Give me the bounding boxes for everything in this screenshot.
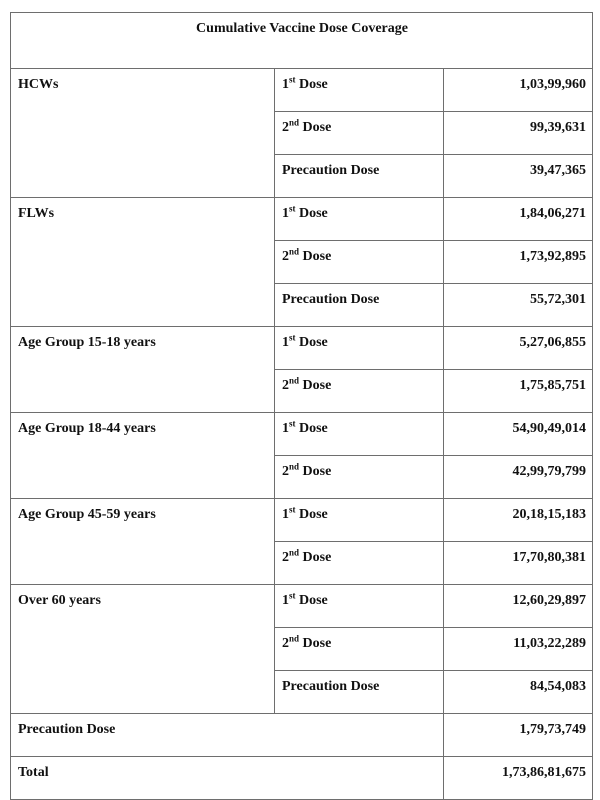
dose-label: 2 xyxy=(282,249,289,264)
group-cell-age-15-18: Age Group 15-18 years xyxy=(11,327,275,413)
dose-label-cell xyxy=(275,413,444,456)
dose-label: Precaution Dose xyxy=(282,679,380,694)
dose-value-cell: 84,54,083 xyxy=(444,671,593,714)
ordinal-suffix: nd xyxy=(289,633,300,644)
dose-label: 2 xyxy=(282,378,289,393)
table-row xyxy=(11,327,593,370)
dose-label: 2 xyxy=(282,636,289,651)
group-cell-age-45-59: Age Group 45-59 years xyxy=(11,499,275,585)
summary-value-cell: 1,73,86,81,675 xyxy=(444,757,593,800)
dose-label-rest: Dose xyxy=(295,335,328,350)
dose-label-rest: Dose xyxy=(299,464,332,479)
summary-value-cell: 1,79,73,749 xyxy=(444,714,593,757)
dose-label-rest: Dose xyxy=(299,249,332,264)
dose-value-cell: 12,60,29,897 xyxy=(444,585,593,628)
dose-label-rest: Dose xyxy=(299,120,332,135)
dose-label-rest: Dose xyxy=(295,77,328,92)
dose-label-rest: Dose xyxy=(295,507,328,522)
dose-label-rest: Dose xyxy=(299,378,332,393)
ordinal-suffix: nd xyxy=(289,375,300,386)
dose-label-cell xyxy=(275,284,444,327)
dose-label-cell xyxy=(275,628,444,671)
dose-label-rest: Dose xyxy=(299,636,332,651)
ordinal-suffix: st xyxy=(289,203,296,214)
group-cell-flws: FLWs xyxy=(11,198,275,327)
ordinal-suffix: st xyxy=(289,74,296,85)
dose-label: 1 xyxy=(282,335,289,350)
dose-label: Precaution Dose xyxy=(282,292,380,307)
dose-value-cell: 20,18,15,183 xyxy=(444,499,593,542)
table-row-total xyxy=(11,757,593,800)
dose-label: 2 xyxy=(282,120,289,135)
dose-label-cell xyxy=(275,542,444,585)
ordinal-suffix: nd xyxy=(289,461,300,472)
dose-label-cell xyxy=(275,198,444,241)
dose-label-cell xyxy=(275,585,444,628)
dose-value-cell: 1,73,92,895 xyxy=(444,241,593,284)
dose-value-cell: 17,70,80,381 xyxy=(444,542,593,585)
dose-label-cell xyxy=(275,456,444,499)
ordinal-suffix: st xyxy=(289,418,296,429)
dose-label-cell xyxy=(275,155,444,198)
dose-value-cell: 55,72,301 xyxy=(444,284,593,327)
table-row xyxy=(11,499,593,542)
dose-value-cell: 99,39,631 xyxy=(444,112,593,155)
table-title: Cumulative Vaccine Dose Coverage xyxy=(11,13,593,69)
table-row xyxy=(11,413,593,456)
dose-label-cell xyxy=(275,370,444,413)
dose-label: 1 xyxy=(282,421,289,436)
ordinal-suffix: nd xyxy=(289,117,300,128)
dose-label: 1 xyxy=(282,593,289,608)
dose-value-cell: 1,84,06,271 xyxy=(444,198,593,241)
dose-label: 1 xyxy=(282,77,289,92)
dose-label-cell xyxy=(275,671,444,714)
dose-value-cell: 1,03,99,960 xyxy=(444,69,593,112)
summary-label-cell: Total xyxy=(11,757,444,800)
dose-label-rest: Dose xyxy=(295,206,328,221)
ordinal-suffix: st xyxy=(289,332,296,343)
dose-value-cell: 11,03,22,289 xyxy=(444,628,593,671)
ordinal-suffix: st xyxy=(289,504,296,515)
dose-value-cell: 54,90,49,014 xyxy=(444,413,593,456)
table-row xyxy=(11,69,593,112)
dose-label: 1 xyxy=(282,206,289,221)
dose-label-cell xyxy=(275,327,444,370)
dose-label-rest: Dose xyxy=(295,421,328,436)
group-cell-hcws: HCWs xyxy=(11,69,275,198)
dose-value-cell: 1,75,85,751 xyxy=(444,370,593,413)
dose-label: Precaution Dose xyxy=(282,163,380,178)
dose-value-cell: 39,47,365 xyxy=(444,155,593,198)
dose-label: 1 xyxy=(282,507,289,522)
dose-label-rest: Dose xyxy=(295,593,328,608)
table-row xyxy=(11,198,593,241)
dose-label: 2 xyxy=(282,550,289,565)
table-row-precaution-total xyxy=(11,714,593,757)
dose-label-cell xyxy=(275,69,444,112)
dose-label: 2 xyxy=(282,464,289,479)
dose-value-cell: 5,27,06,855 xyxy=(444,327,593,370)
dose-label-cell xyxy=(275,112,444,155)
ordinal-suffix: nd xyxy=(289,547,300,558)
dose-value-cell: 42,99,79,799 xyxy=(444,456,593,499)
group-cell-over-60: Over 60 years xyxy=(11,585,275,714)
table-title-row xyxy=(11,13,593,69)
ordinal-suffix: st xyxy=(289,590,296,601)
vaccine-coverage-table xyxy=(10,12,593,800)
dose-label-cell xyxy=(275,499,444,542)
ordinal-suffix: nd xyxy=(289,246,300,257)
summary-label-cell: Precaution Dose xyxy=(11,714,444,757)
group-cell-age-18-44: Age Group 18-44 years xyxy=(11,413,275,499)
dose-label-cell xyxy=(275,241,444,284)
table-row xyxy=(11,585,593,628)
dose-label-rest: Dose xyxy=(299,550,332,565)
